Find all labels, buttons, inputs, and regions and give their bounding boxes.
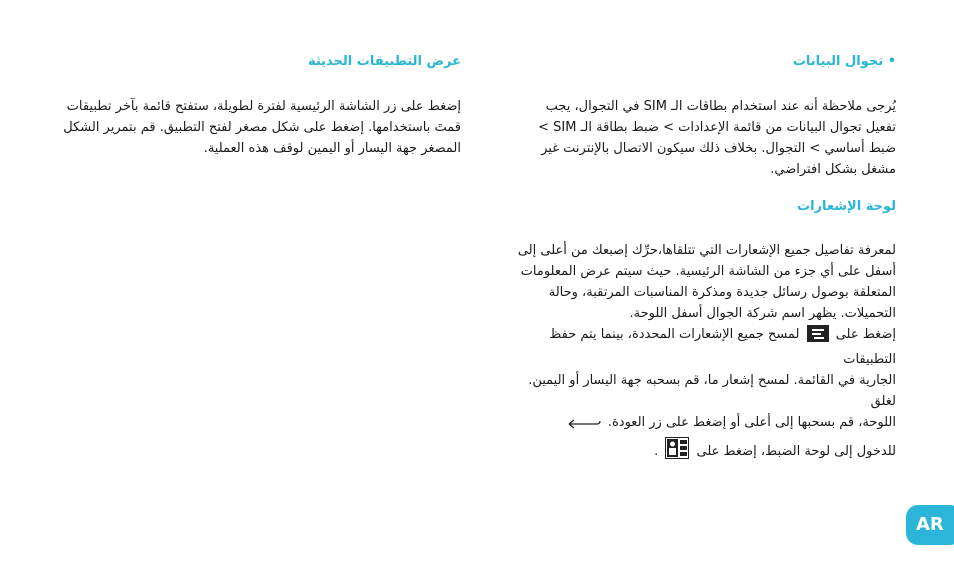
recent-apps-heading: عرض التطبيقات الحديثة [307, 54, 461, 69]
settings-suffix: . [654, 444, 659, 459]
clear-text: لمسح جميع الإشعارات المحددة، بينما يتم حفظ التطبيقات [549, 327, 896, 367]
language-badge: AR [906, 505, 954, 545]
recent-apps-paragraph [61, 96, 461, 159]
text-line: قمتَ باستخدامها. إضغط على شكل مصغر لفتح التطبيق. قم بتمرير الشكل [63, 120, 461, 135]
clear-all-icon [807, 325, 829, 349]
text-line: المتعلقة بوصول رسائل جديدة ومذكرة المناسبات المرتقبة، وحالة [548, 285, 896, 300]
text-line-back [516, 412, 896, 437]
text-line: أسفل على أي جزء من الشاشة الرئيسية. حيث سيتم عرض المعلومات [520, 264, 896, 279]
notifications-heading: لوحة الإشعارات [797, 199, 896, 214]
text-line: المصغر جهة اليسار أو اليمين لوقف هذه العملية. [203, 141, 461, 156]
text-line: الجارية في القائمة. لمسح إشعار ما، قم بسحبه جهة اليسار أو اليمين. لغلق [528, 373, 896, 409]
back-arrow-icon [567, 416, 601, 437]
text-line-clear [516, 324, 896, 370]
quick-settings-icon [665, 437, 689, 466]
notifications-paragraph [516, 240, 896, 466]
text-line: مشغل بشكل افتراضي. [770, 162, 896, 177]
text-line: يُرجى ملاحظة أنه عند استخدام بطاقات الـ SIM في التجوال، يجب [545, 99, 896, 114]
text-line-settings [516, 437, 896, 466]
text-line: التحميلات. يظهر اسم شركة الجوال أسفل اللوحة. [629, 306, 896, 321]
text-line: إضغط على زر الشاشة الرئيسية لفترة لطويلة، ستفتح قائمة بآخر تطبيقات [66, 99, 461, 114]
settings-prefix: للدخول إلى لوحة الضبط، إضغط على [696, 444, 896, 459]
right-column [516, 52, 896, 466]
data-roaming-paragraph [516, 96, 896, 180]
left-column [61, 52, 461, 159]
data-roaming-heading: • تجوال البيانات [792, 54, 896, 69]
text-line: تفعيل تجوال البيانات من قائمة الإعدادات > ضبط بطاقة الـ SIM > [538, 120, 896, 135]
clear-prefix: إضغط على [835, 327, 896, 342]
back-text: اللوحة، قم بسحبها إلى أعلى أو إضغط على زر العودة. [607, 415, 896, 430]
text-line: ضبط أساسي > التجوال. بخلاف ذلك سيكون الاتصال بالإنترنت غير [541, 141, 896, 156]
text-line: لمعرفة تفاصيل جميع الإشعارات التي تتلقاها،حرِّك إصبعك من أعلى إلى [517, 243, 896, 258]
